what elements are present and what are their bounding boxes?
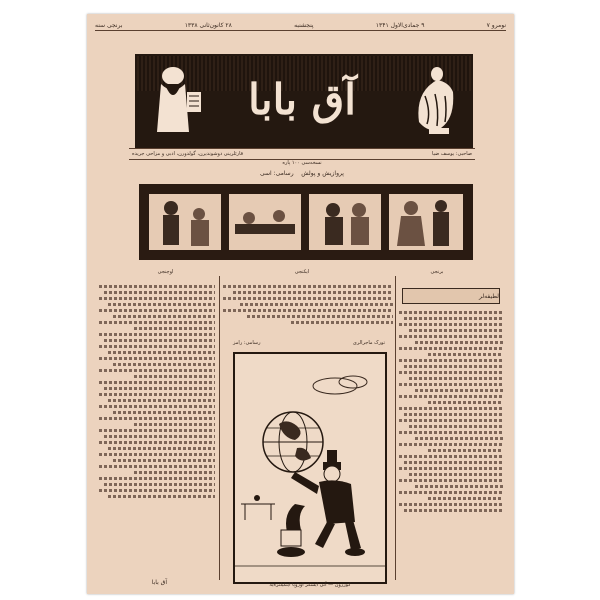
text-line <box>99 429 215 432</box>
column-divider <box>395 276 396 580</box>
issue-number: نومرو ۷ <box>486 21 506 29</box>
column-headings <box>97 269 504 277</box>
cartoon-artist: رسامی: رامز <box>233 340 261 346</box>
text-line <box>399 479 503 482</box>
issue-info-line <box>95 20 506 31</box>
text-line <box>108 495 215 498</box>
text-line <box>104 435 215 438</box>
masthead-title: آق بابا <box>248 74 356 124</box>
column-heading-b: ایکنجی <box>294 269 310 275</box>
text-line <box>99 357 215 360</box>
text-line <box>99 393 215 396</box>
text-line <box>399 383 503 386</box>
text-line <box>399 323 503 326</box>
text-line <box>99 465 215 468</box>
column-divider <box>219 276 220 580</box>
text-line <box>247 315 393 318</box>
text-line <box>104 291 215 294</box>
cartoon-caption-top <box>233 340 385 350</box>
text-line <box>223 309 393 312</box>
text-line <box>104 339 215 342</box>
text-line <box>399 419 503 422</box>
text-line <box>134 375 215 378</box>
strip-panel-4 <box>389 194 463 250</box>
text-line <box>233 291 393 294</box>
hijri-date: ۹ جمادی‌الاول ۱۳۴۱ <box>375 21 425 29</box>
text-line <box>108 303 215 306</box>
text-line <box>409 425 503 428</box>
figures-illustration-icon <box>229 194 301 250</box>
text-line <box>399 347 503 350</box>
figures-illustration-icon <box>149 194 221 250</box>
subtitle-bar <box>129 148 475 160</box>
text-line <box>404 413 503 416</box>
rumi-date: ۲۸ کانون‌ثانی ۱۳۳۸ <box>184 21 232 29</box>
text-line <box>399 443 503 446</box>
text-line <box>404 461 503 464</box>
text-line <box>99 381 215 384</box>
text-line <box>99 405 215 408</box>
text-line <box>399 491 503 494</box>
text-line <box>428 497 503 500</box>
text-line <box>428 401 503 404</box>
text-line <box>104 483 215 486</box>
text-line <box>409 473 503 476</box>
text-line <box>134 423 215 426</box>
text-line <box>404 317 503 320</box>
text-line <box>99 453 215 456</box>
text-line <box>399 455 503 458</box>
strip-title: پروازیش و پولش <box>301 170 344 177</box>
text-line <box>99 309 215 312</box>
text-line <box>99 321 215 324</box>
text-line <box>99 345 215 348</box>
owner-label: صاحبی: یوسف ضیا <box>431 151 472 157</box>
text-line <box>399 359 503 362</box>
cartoon-caption-title: تورک ماجرالری <box>352 340 385 346</box>
figures-illustration-icon <box>309 194 381 250</box>
signature: آق بابا <box>151 579 167 586</box>
vulture-figure-icon <box>407 62 463 140</box>
issue-day: پنجشنبه <box>294 21 314 29</box>
text-line <box>113 315 215 318</box>
column-heading-c: اوچنجی <box>157 269 174 275</box>
text-line <box>113 459 215 462</box>
strip-panel-1 <box>149 194 221 250</box>
text-line <box>399 431 503 434</box>
text-line <box>404 365 503 368</box>
cartoon-panel <box>233 352 387 584</box>
cartoon-caption-bottom: کورزون — آنی ایسکر اوروپا اینکیلتره‌یه <box>269 582 351 588</box>
globe-cartoon-icon <box>235 354 385 582</box>
strip-heading <box>217 170 387 180</box>
issue-year: برنجی سنه <box>95 21 123 29</box>
text-line <box>399 371 503 374</box>
text-column-right <box>399 282 503 582</box>
text-line <box>99 369 215 372</box>
text-line <box>99 297 215 300</box>
newspaper-page <box>87 14 514 594</box>
text-line <box>415 389 503 392</box>
text-line <box>415 485 503 488</box>
text-line <box>134 327 215 330</box>
text-column-left <box>99 282 215 582</box>
text-line <box>409 329 503 332</box>
text-line <box>99 441 215 444</box>
price-label: نسخه‌سی ۱۰۰ پاره <box>282 160 322 166</box>
strip-panel-3 <box>309 194 381 250</box>
text-line <box>399 335 503 338</box>
text-line <box>104 387 215 390</box>
text-line <box>399 311 503 314</box>
text-line <box>399 395 503 398</box>
masthead <box>135 54 473 148</box>
text-line <box>113 363 215 366</box>
text-line <box>99 417 215 420</box>
text-line <box>399 467 503 470</box>
jokes-box-label: لطیفه‌لر <box>479 292 499 300</box>
text-line <box>415 341 503 344</box>
text-line <box>399 407 503 410</box>
text-line <box>134 471 215 474</box>
text-line <box>99 285 215 288</box>
text-line <box>108 447 215 450</box>
text-line <box>428 353 503 356</box>
strip-panel-2 <box>229 194 301 250</box>
comic-strip <box>139 184 473 260</box>
text-line <box>404 509 503 512</box>
text-line <box>223 285 393 288</box>
strip-artist: رسامی: اسی <box>260 170 294 177</box>
figures-illustration-icon <box>389 194 463 250</box>
text-line <box>240 303 393 306</box>
text-line <box>113 411 215 414</box>
jokes-box <box>402 288 500 304</box>
text-line <box>108 399 215 402</box>
old-man-figure-icon <box>145 62 203 140</box>
text-line <box>291 321 393 324</box>
text-line <box>428 449 503 452</box>
text-line <box>223 297 393 300</box>
text-line <box>409 377 503 380</box>
column-heading-a: برنجی <box>430 269 444 275</box>
paper-description: قارئلرینی دوشوندیرن، گولدورن، ادبی و مزاحی جریده <box>132 151 243 157</box>
text-line <box>415 437 503 440</box>
text-line <box>99 477 215 480</box>
text-line <box>99 333 215 336</box>
text-line <box>108 351 215 354</box>
text-line <box>399 503 503 506</box>
text-line <box>99 489 215 492</box>
